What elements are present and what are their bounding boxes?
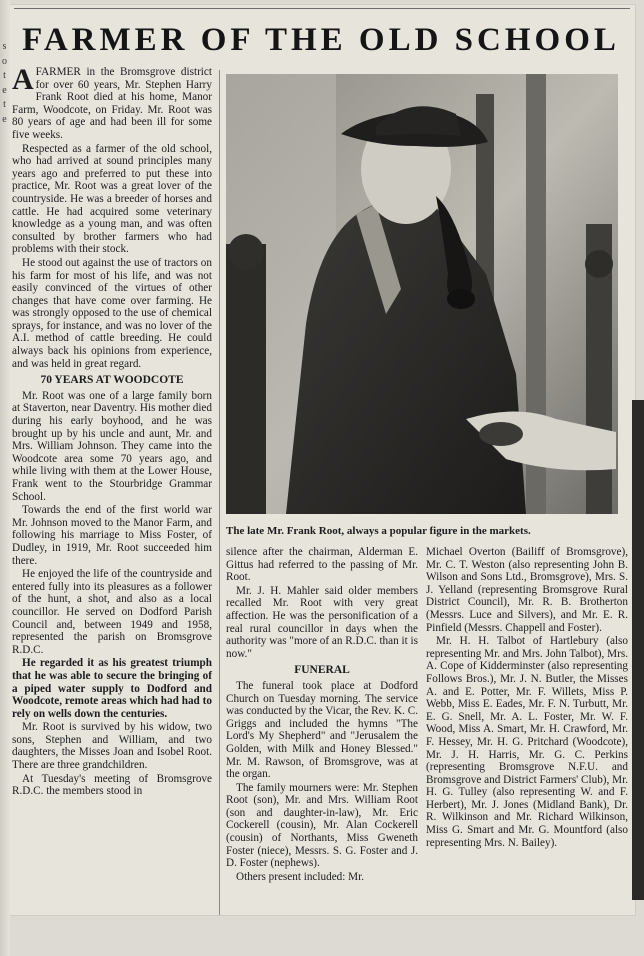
paragraph: Michael Overton (Bailiff of Bromsgrove), Mr. C. T. Weston (also representing John B. Wilson and Sons Ltd., Bromsgrove), Mrs. S. J. Yelland (representing Bromsgrove Rural District Council), Mr. R. B. Brotherton (Messrs. Luce and Silvers), and Mr. E. R. Pinfield (Messrs. Chappell and Foster). xyxy=(426,546,628,634)
paragraph: Towards the end of the first world war Mr. Johnson moved to the Manor Farm, and following his marriage to Miss Foster, of Dudley, in 1919, Mr. Root succeeded him there. xyxy=(12,504,212,567)
edge-letter: o xyxy=(2,55,7,67)
paragraph: He stood out against the use of tractors on his farm for most of his life, and was not easily convinced of the virtues of other changes that have come over farming. He was strongly opposed to the use of chemical sprays, for instance, and was no lover of the A.I. method of cattle breeding. He could always back his opinions from experience, and was held in great regard. xyxy=(12,256,212,370)
paragraph: Respected as a farmer of the old school, who had arrived at sound principles many years ago and preferred to put these into practice, Mr. Root was a great lover of the countryside. He was a breeder of horses and cattle. He had acquired some veterinary knowledge as a young man, and was often consulted by brother farmers who had problems with their stock. xyxy=(12,142,212,256)
paragraph: He enjoyed the life of the countryside and entered fully into its pleasures as a follower of the hunt, a shot, and also as a local councillor. He served on Dodford Parish Council and, between 1949 and 1958, represented the parish on Bromsgrove R.D.C. xyxy=(12,568,212,656)
paragraph: Mr. J. H. Mahler said older members recalled Mr. Root with very great affection. He was the personification of a real rural councillor in days when the authority was "more of an R.D.C. than it is now." xyxy=(226,584,418,660)
paragraph: The funeral took place at Dodford Church on Tuesday morning. The service was conducted by the Vicar, the Rev. K. C. Griggs and included the hymns "The Lord's My Shepherd" and "Jerusalem the Golden, with Milk and Honey Blessed." Mr. M. Rawson, of Bromsgrove, was at the organ. xyxy=(226,679,418,781)
adjacent-column-letters xyxy=(0,40,9,127)
photo-illustration xyxy=(226,74,618,514)
paragraph: At Tuesday's meeting of Bromsgrove R.D.C. the members stood in xyxy=(12,772,212,798)
paragraph-text: FARMER in the Bromsgrove district for over 60 years, Mr. Stephen Harry Frank Root died at his home, Manor Farm, Woodcote, on Friday. Mr. Root was 80 years of age and had been ill for some five weeks. xyxy=(12,66,212,141)
photo-caption: The late Mr. Frank Root, always a popular figure in the markets. xyxy=(226,525,531,537)
adjacent-page-edge xyxy=(632,400,644,900)
drop-cap: A xyxy=(12,63,34,96)
subheading: FUNERAL xyxy=(294,664,350,677)
paragraph: The family mourners were: Mr. Stephen Root (son), Mr. and Mrs. William Root (son and daughter-in-law), Mr. Eric Cockerell (cousin), Mr. Alan Cockerell (cousin) of Northants, Miss Gweneth Foster (niece), Messrs. S. G. Foster and J. D. Foster (nephews). xyxy=(226,781,418,870)
edge-letter: t xyxy=(3,70,6,81)
paragraph: Others present included: Mr. xyxy=(236,870,365,883)
headline: FARMER OF THE OLD SCHOOL xyxy=(22,22,620,58)
edge-letter: t xyxy=(3,99,6,110)
paragraph: silence after the chairman, Alderman E. Gittus had referred to the passing of Mr. Root. xyxy=(226,546,418,584)
article-column-1 xyxy=(12,63,212,916)
edge-letter: s xyxy=(2,41,7,52)
top-rule xyxy=(14,8,630,9)
paragraph: Mr. Root is survived by his widow, two sons, Stephen and William, and two daughters, the Misses Joan and Isobel Root. There are three grandchildren. xyxy=(12,721,212,772)
article-column-3 xyxy=(426,546,628,916)
paragraph xyxy=(12,63,212,142)
article-column-2 xyxy=(226,546,418,916)
edge-letter: e xyxy=(2,113,7,125)
paragraph: Mr. Root was one of a large family born at Staverton, near Daventry. His mother died during his early boyhood, and he was brought up by his uncle and aunt, Mr. and Mrs. William Johnson. They came into the Woodcote area some 70 years ago, and while living with them at the Lower House, Frank went to the Stourbridge Grammar School. xyxy=(12,389,212,503)
paragraph: Mr. H. H. Talbot of Hartlebury (also representing Mr. and Mrs. John Talbot), Mrs. A. Cope of Kidderminster (also representing Follows Bros.), Mr. J. N. Butler, the Misses A. and E. Potter, Mr. F. Willets, Miss P. Webb, Miss E. Eades, Mr. F. N. Turbutt, Mr. E. G. Snell, Mr. A. L. Foster, Mr. W. F. Wood, Miss A. Smart, Mr. H. Crawford, Mr. F. Hessey, Mr. H. G. Pritchard (Woodcote), Mr. J. H. Harris, Mr. G. C. Perkins (representing Bromsgrove N.F.U. and Bromsgrove and District Farmers' Club), Mr. H. G. Tulley (also representing W. and F. Herbert), Mr. J. Jones (Midland Bank), Dr. R. Wilkinson and Mr. Richard Wilkinson, Miss G. Smart and Mr. G. Mountford (also representing Mrs. N. Bailey). xyxy=(426,635,628,849)
adjacent-column-edge xyxy=(0,0,10,956)
edge-letter: e xyxy=(2,84,7,96)
highlight-paragraph: He regarded it as his greatest triumph that he was able to secure the bringing of a piped water supply to Dodford and Woodcote, remote areas which had had to rely on wells down the centuries. xyxy=(12,657,212,720)
portrait-photo xyxy=(226,74,618,514)
subheading: 70 YEARS AT WOODCOTE xyxy=(40,374,184,387)
column-rule xyxy=(219,70,220,915)
